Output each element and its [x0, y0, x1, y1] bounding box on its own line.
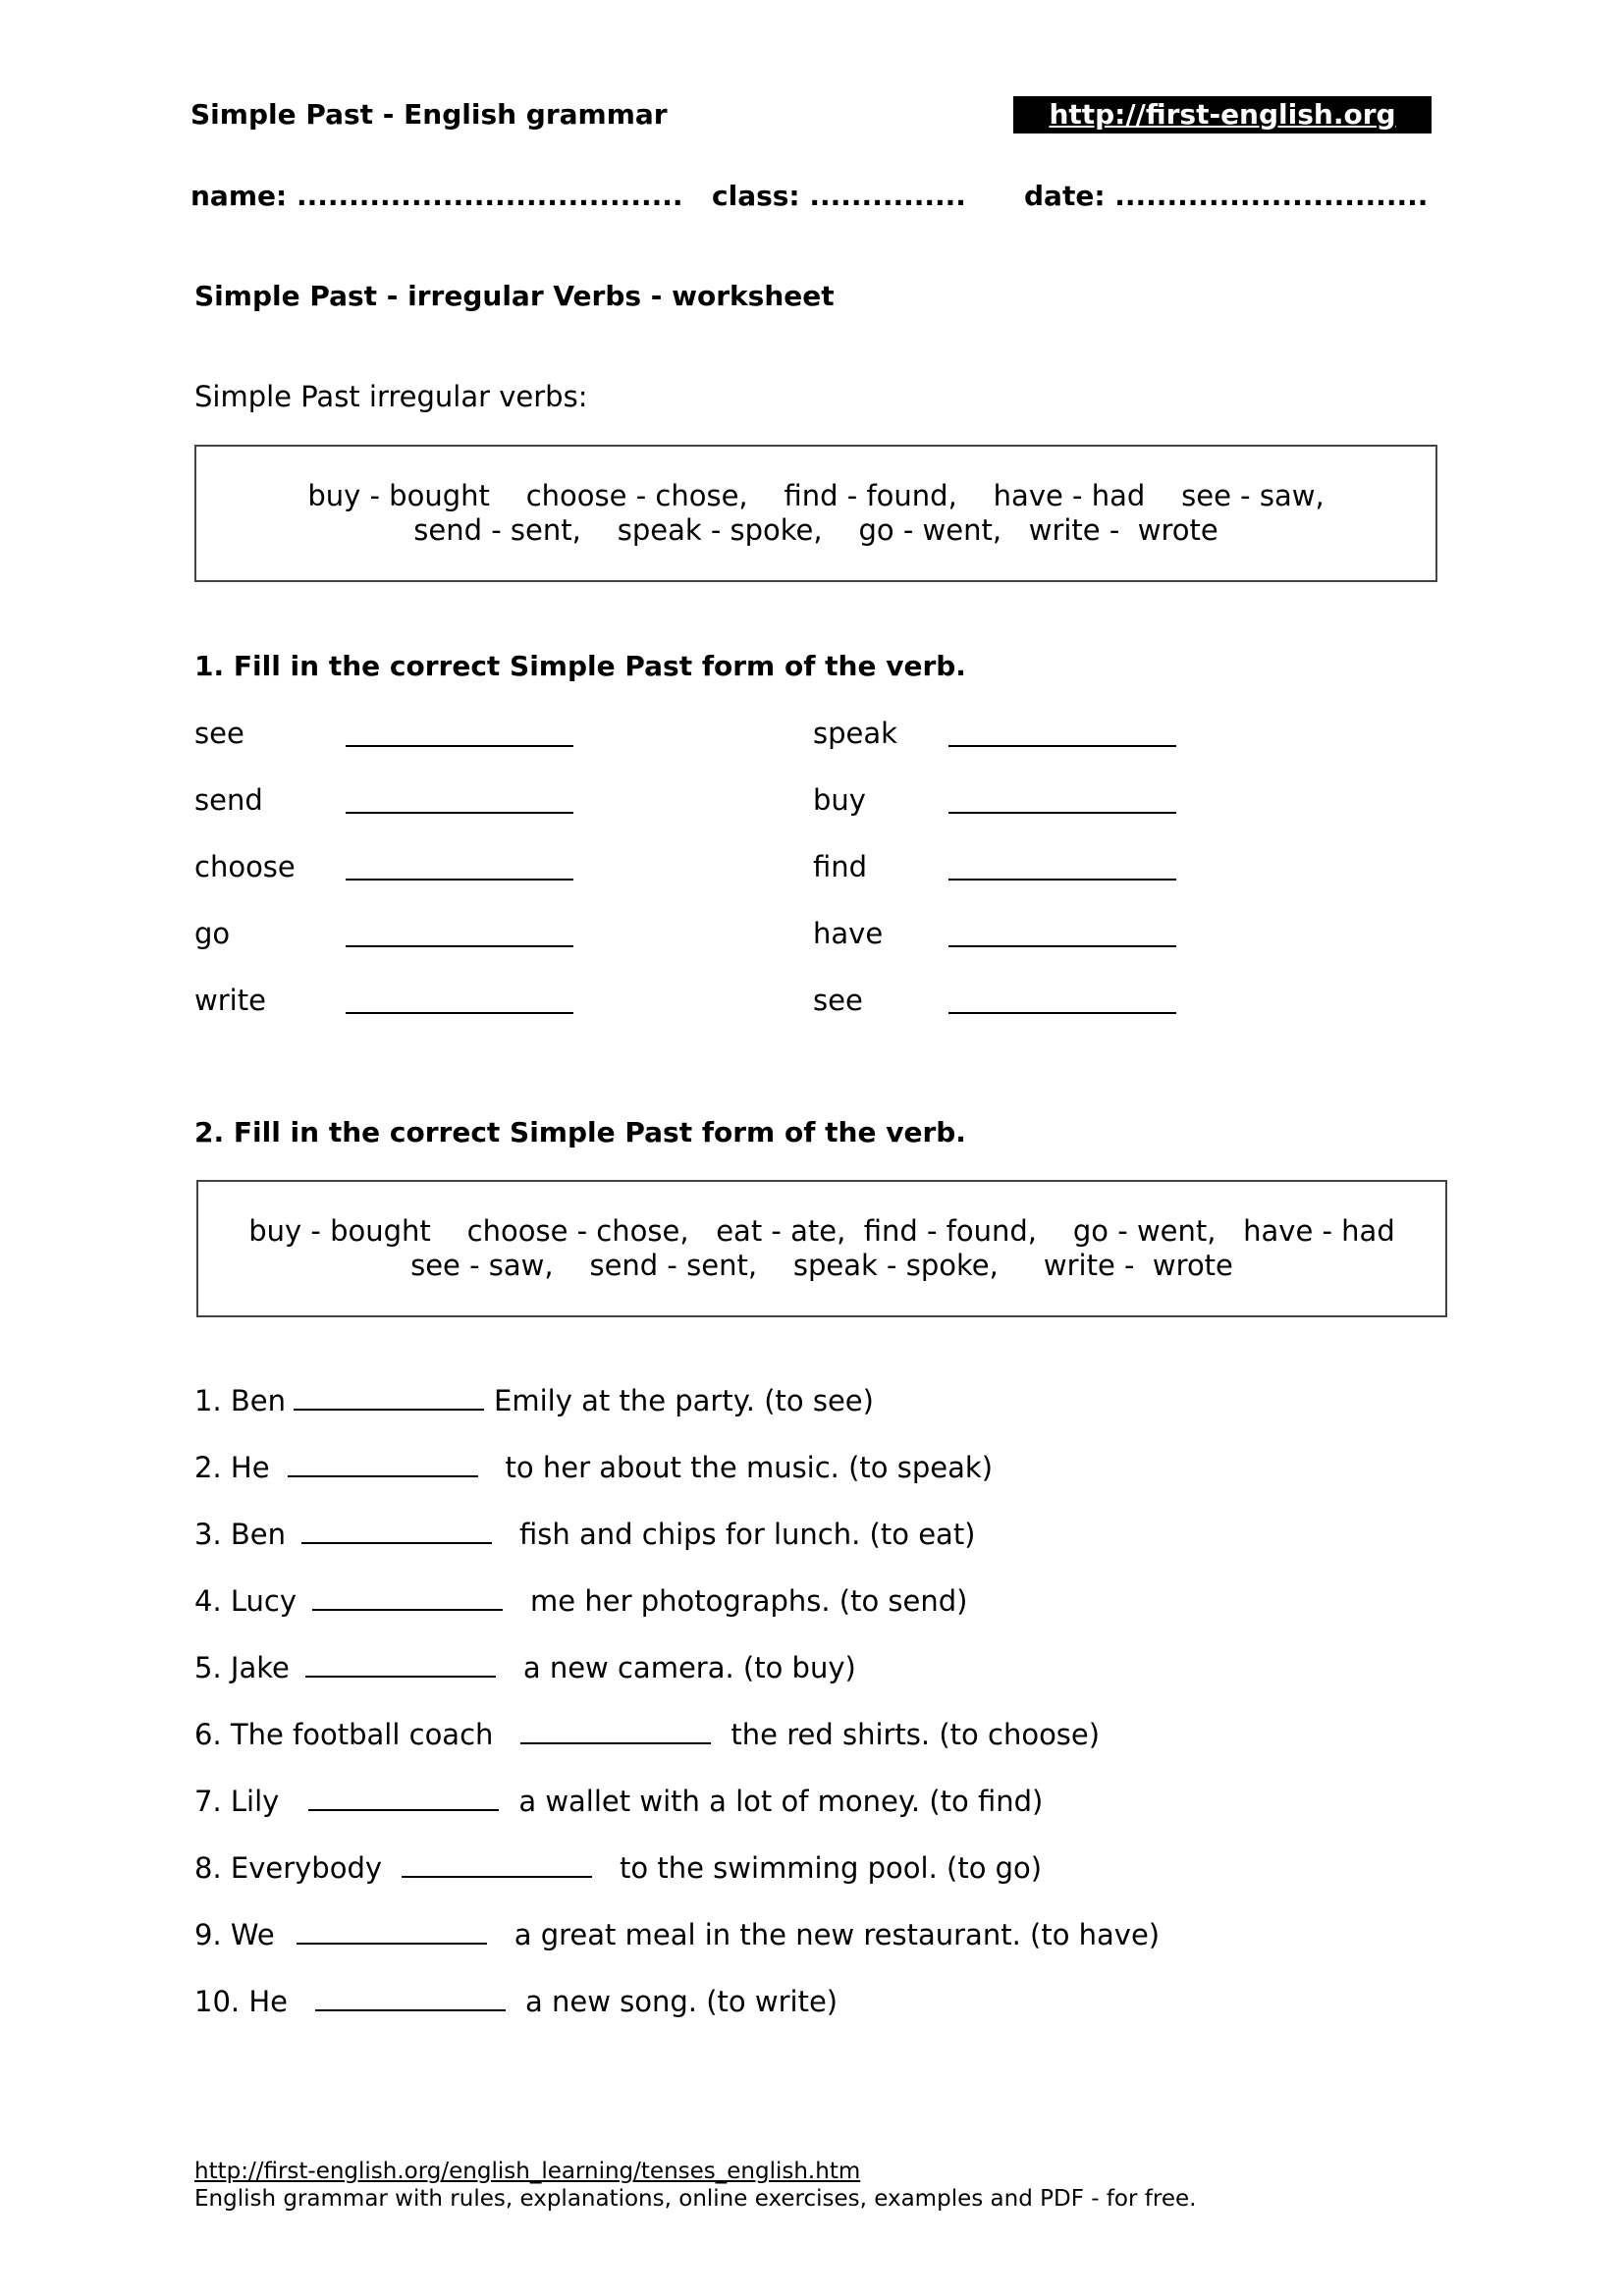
answer-blank[interactable] — [288, 1452, 478, 1477]
answer-blank[interactable] — [346, 945, 573, 947]
answer-blank[interactable] — [402, 1852, 592, 1878]
answer-blank[interactable] — [301, 1519, 492, 1544]
answer-blank[interactable] — [308, 1786, 499, 1811]
sentence-start: 2. He — [194, 1451, 270, 1484]
verb-list-line: send - sent, speak - spoke, go - went, write - wrote — [413, 513, 1218, 547]
sentence-item — [194, 1651, 856, 1684]
sentence-end: to the swimming pool. (to go) — [620, 1851, 1043, 1885]
verb-item: go — [194, 917, 231, 950]
answer-blank[interactable] — [948, 879, 1176, 881]
verb-item: find — [813, 850, 868, 883]
verb-item: buy — [813, 783, 866, 817]
answer-blank[interactable] — [948, 1012, 1176, 1014]
answer-blank[interactable] — [948, 812, 1176, 814]
answer-blank[interactable] — [294, 1385, 484, 1411]
sentence-start: 10. He — [194, 1985, 288, 2018]
verb-list-box — [196, 1180, 1447, 1317]
answer-blank[interactable] — [315, 1986, 506, 2011]
verb-item: send — [194, 783, 263, 817]
sentence-end: to her about the music. (to speak) — [505, 1451, 994, 1484]
sentence-item — [194, 1785, 1043, 1818]
sentence-start: 3. Ben — [194, 1518, 287, 1551]
sentence-start: 6. The football coach — [194, 1718, 494, 1751]
sentence-item — [194, 1451, 993, 1484]
site-link[interactable]: http://first-english.org — [1013, 96, 1432, 133]
verb-list-line: buy - bought choose - chose, find - found, have - had see - saw, — [307, 479, 1325, 512]
sentence-item — [194, 1584, 967, 1618]
page-header-title: Simple Past - English grammar — [190, 98, 668, 131]
sentence-item — [194, 1384, 874, 1417]
sentence-end: me her photographs. (to send) — [530, 1584, 968, 1618]
verb-list-line: buy - bought choose - chose, eat - ate, find - found, go - went, have - had — [248, 1214, 1395, 1248]
answer-blank[interactable] — [312, 1585, 503, 1611]
answer-blank[interactable] — [346, 745, 573, 747]
sentence-start: 7. Lily — [194, 1785, 280, 1818]
sentence-end: a new camera. (to buy) — [522, 1651, 856, 1684]
intro-text: Simple Past irregular verbs: — [194, 380, 588, 413]
footer-link[interactable]: http://first-english.org/english_learning/tenses_english.htm — [194, 2159, 861, 2184]
sentence-start: 1. Ben — [194, 1384, 287, 1417]
sentence-item — [194, 1518, 976, 1551]
date-field: date: .............................. — [1024, 180, 1429, 212]
footer-text: English grammar with rules, explanations, online exercises, examples and PDF - for free. — [194, 2186, 1197, 2212]
verb-list-line: see - saw, send - sent, speak - spoke, write - wrote — [410, 1249, 1233, 1282]
answer-blank[interactable] — [948, 745, 1176, 747]
name-field: name: ..................................... — [190, 180, 683, 212]
verb-item: speak — [813, 717, 897, 750]
sentence-start: 4. Lucy — [194, 1584, 298, 1618]
sentence-end: a great meal in the new restaurant. (to have) — [514, 1918, 1161, 1951]
answer-blank[interactable] — [346, 812, 573, 814]
answer-blank[interactable] — [346, 879, 573, 881]
footer — [194, 2158, 1196, 2213]
answer-blank[interactable] — [346, 1012, 573, 1014]
answer-blank[interactable] — [948, 945, 1176, 947]
verb-item: see — [194, 717, 244, 750]
class-field: class: ............... — [712, 180, 966, 212]
sentence-end: Emily at the party. (to see) — [494, 1384, 874, 1417]
sentence-start: 9. We — [194, 1918, 275, 1951]
verb-item: write — [194, 984, 266, 1017]
worksheet-title: Simple Past - irregular Verbs - worksheet — [194, 280, 835, 312]
verb-item: have — [813, 917, 884, 950]
sentence-end: a wallet with a lot of money. (to find) — [518, 1785, 1044, 1818]
sentence-start: 5. Jake — [194, 1651, 290, 1684]
sentence-item — [194, 1851, 1042, 1885]
exercise-1-heading: 1. Fill in the correct Simple Past form of the verb. — [194, 650, 966, 682]
sentence-end: the red shirts. (to choose) — [730, 1718, 1101, 1751]
sentence-item — [194, 1718, 1100, 1751]
verb-item: choose — [194, 850, 296, 883]
verb-item: see — [813, 984, 863, 1017]
sentence-end: fish and chips for lunch. (to eat) — [519, 1518, 976, 1551]
answer-blank[interactable] — [520, 1719, 711, 1744]
answer-blank[interactable] — [297, 1919, 487, 1945]
sentence-item — [194, 1985, 838, 2018]
answer-blank[interactable] — [305, 1652, 496, 1678]
sentence-item — [194, 1918, 1160, 1951]
sentence-end: a new song. (to write) — [525, 1985, 839, 2018]
sentence-start: 8. Everybody — [194, 1851, 383, 1885]
exercise-2-heading: 2. Fill in the correct Simple Past form of the verb. — [194, 1116, 966, 1148]
verb-list-box — [194, 445, 1437, 582]
